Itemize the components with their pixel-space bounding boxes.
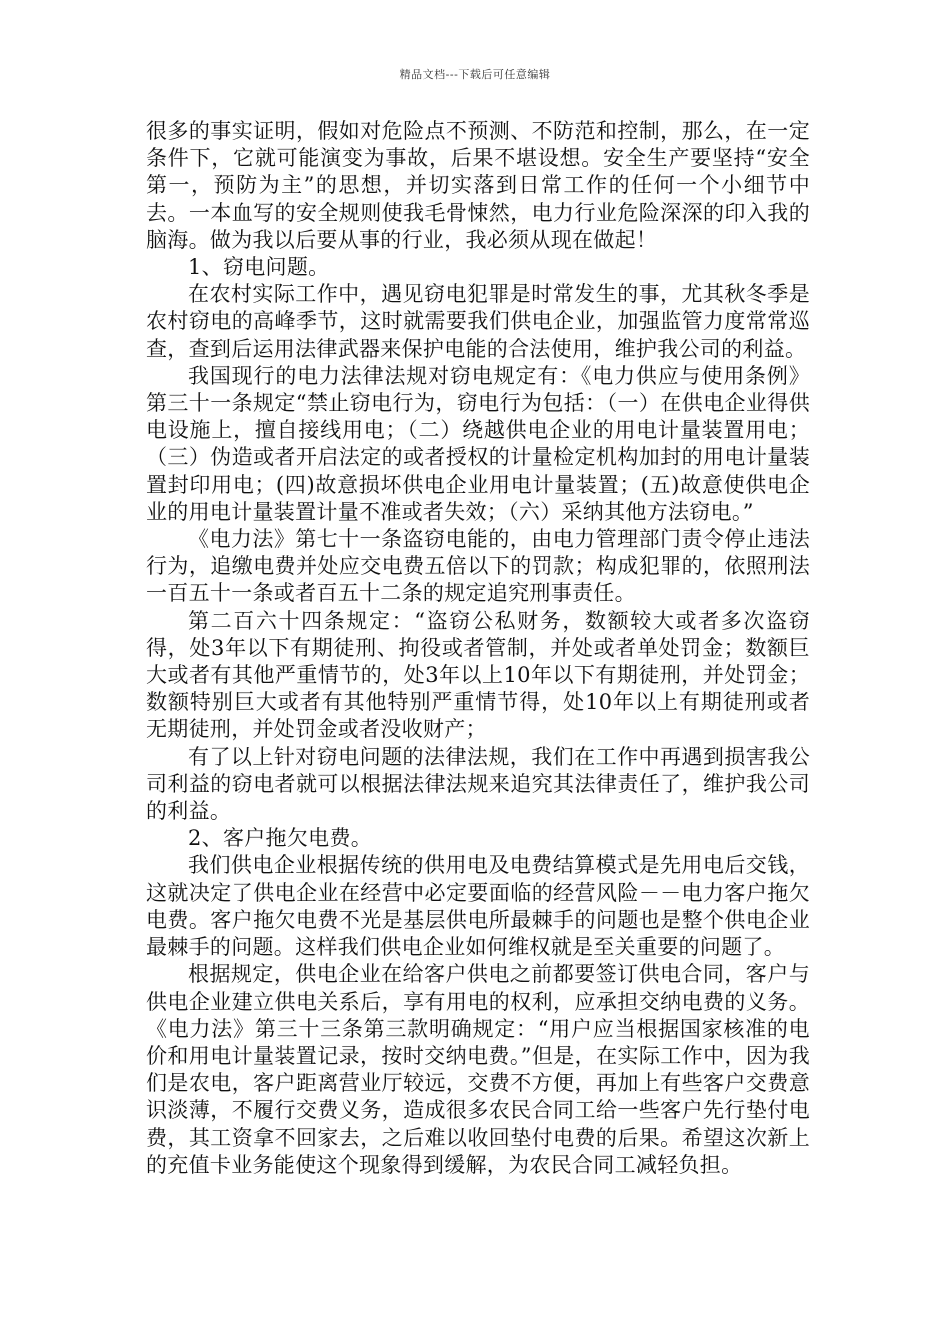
paragraph: 我们供电企业根据传统的供用电及电费结算模式是先用电后交钱，这就决定了供电企业在经营中必定要面临的经营风险－－电力客户拖欠电费。客户拖欠电费不光是基层供电所最棘手的问题也是整个供电企业最棘手的问题。这样我们供电企业如何维权就是至关重要的问题了。 [146, 853, 810, 960]
paragraph: 《电力法》第七十一条盗窃电能的，由电力管理部门责令停止违法行为，追缴电费并处应交电费五倍以下的罚款；构成犯罪的，依照刑法一百五十一条或者百五十二条的规定追究刑事责任。 [146, 527, 810, 606]
section-heading-power-theft: 1、窃电问题。 [188, 255, 330, 280]
paragraph: 有了以上针对窃电问题的法律法规，我们在工作中再遇到损害我公司利益的窃电者就可以根据法律法规来追究其法律责任了，维护我公司的利益。 [146, 744, 810, 824]
paragraph: 我国现行的电力法律法规对窃电规定有：《电力供应与使用条例》第三十一条规定“禁止窃电行为，窃电行为包括：（一）在供电企业得供电设施上，擅自接线用电；（二）绕越供电企业的用电计量装置用电；（三）伪造或者开启法定的或者授权的计量检定机构加封的用电计量装置封印用电；(四)故意损坏供电企业用电计量装置；(五)故意使供电企业的用电计量装置计量不准或者失效；（六）采纳其他方法窃电。” [146, 363, 810, 524]
document-body [146, 118, 810, 1179]
paragraph: 根据规定，供电企业在给客户供电之前都要签订供电合同，客户与供电企业建立供电关系后，享有用电的权利，应承担交纳电费的义务。《电力法》第三十三条第三款明确规定：“用户应当根据国家核准的电价和用电计量装置记录，按时交纳电费。”但是，在实际工作中，因为我们是农电，客户距离营业厅较远，交费不方便，再加上有些客户交费意识淡薄，不履行交费义务，造成很多农民合同工给一些客户先行垫付电费，其工资拿不回家去，之后难以收回垫付电费的后果。希望这次新上的充值卡业务能使这个现象得到缓解，为农民合同工减轻负担。 [146, 962, 810, 1177]
paragraph-intro: 很多的事实证明，假如对危险点不预测、不防范和控制，那么，在一定条件下，它就可能演变为事故，后果不堪设想。安全生产要坚持“安全第一，预防为主”的思想，并切实落到日常工作的任何一个小细节中去。一本血写的安全规则使我毛骨悚然，电力行业危险深深的印入我的脑海。做为我以后要从事的行业，我必须从现在做起！ [146, 119, 810, 252]
page-header: 精品文档---下载后可任意编辑 [399, 68, 551, 81]
section-heading-unpaid-fees: 2、客户拖欠电费。 [188, 826, 373, 851]
paragraph: 在农村实际工作中，遇见窃电犯罪是时常发生的事，尤其秋冬季是农村窃电的高峰季节，这时就需要我们供电企业，加强监管力度常常巡查，查到后运用法律武器来保护电能的合法使用，维护我公司的利益。 [146, 282, 810, 361]
paragraph: 第二百六十四条规定：“盗窃公私财务，数额较大或者多次盗窃得，处3年以下有期徒刑、拘役或者管制，并处或者单处罚金；数额巨大或者有其他严重情节的，处3年以上10年以下有期徒刑，并处罚金；数额特别巨大或者有其他特别严重情节得，处10年以上有期徒刑或者无期徒刑，并处罚金或者没收财产； [146, 608, 810, 742]
